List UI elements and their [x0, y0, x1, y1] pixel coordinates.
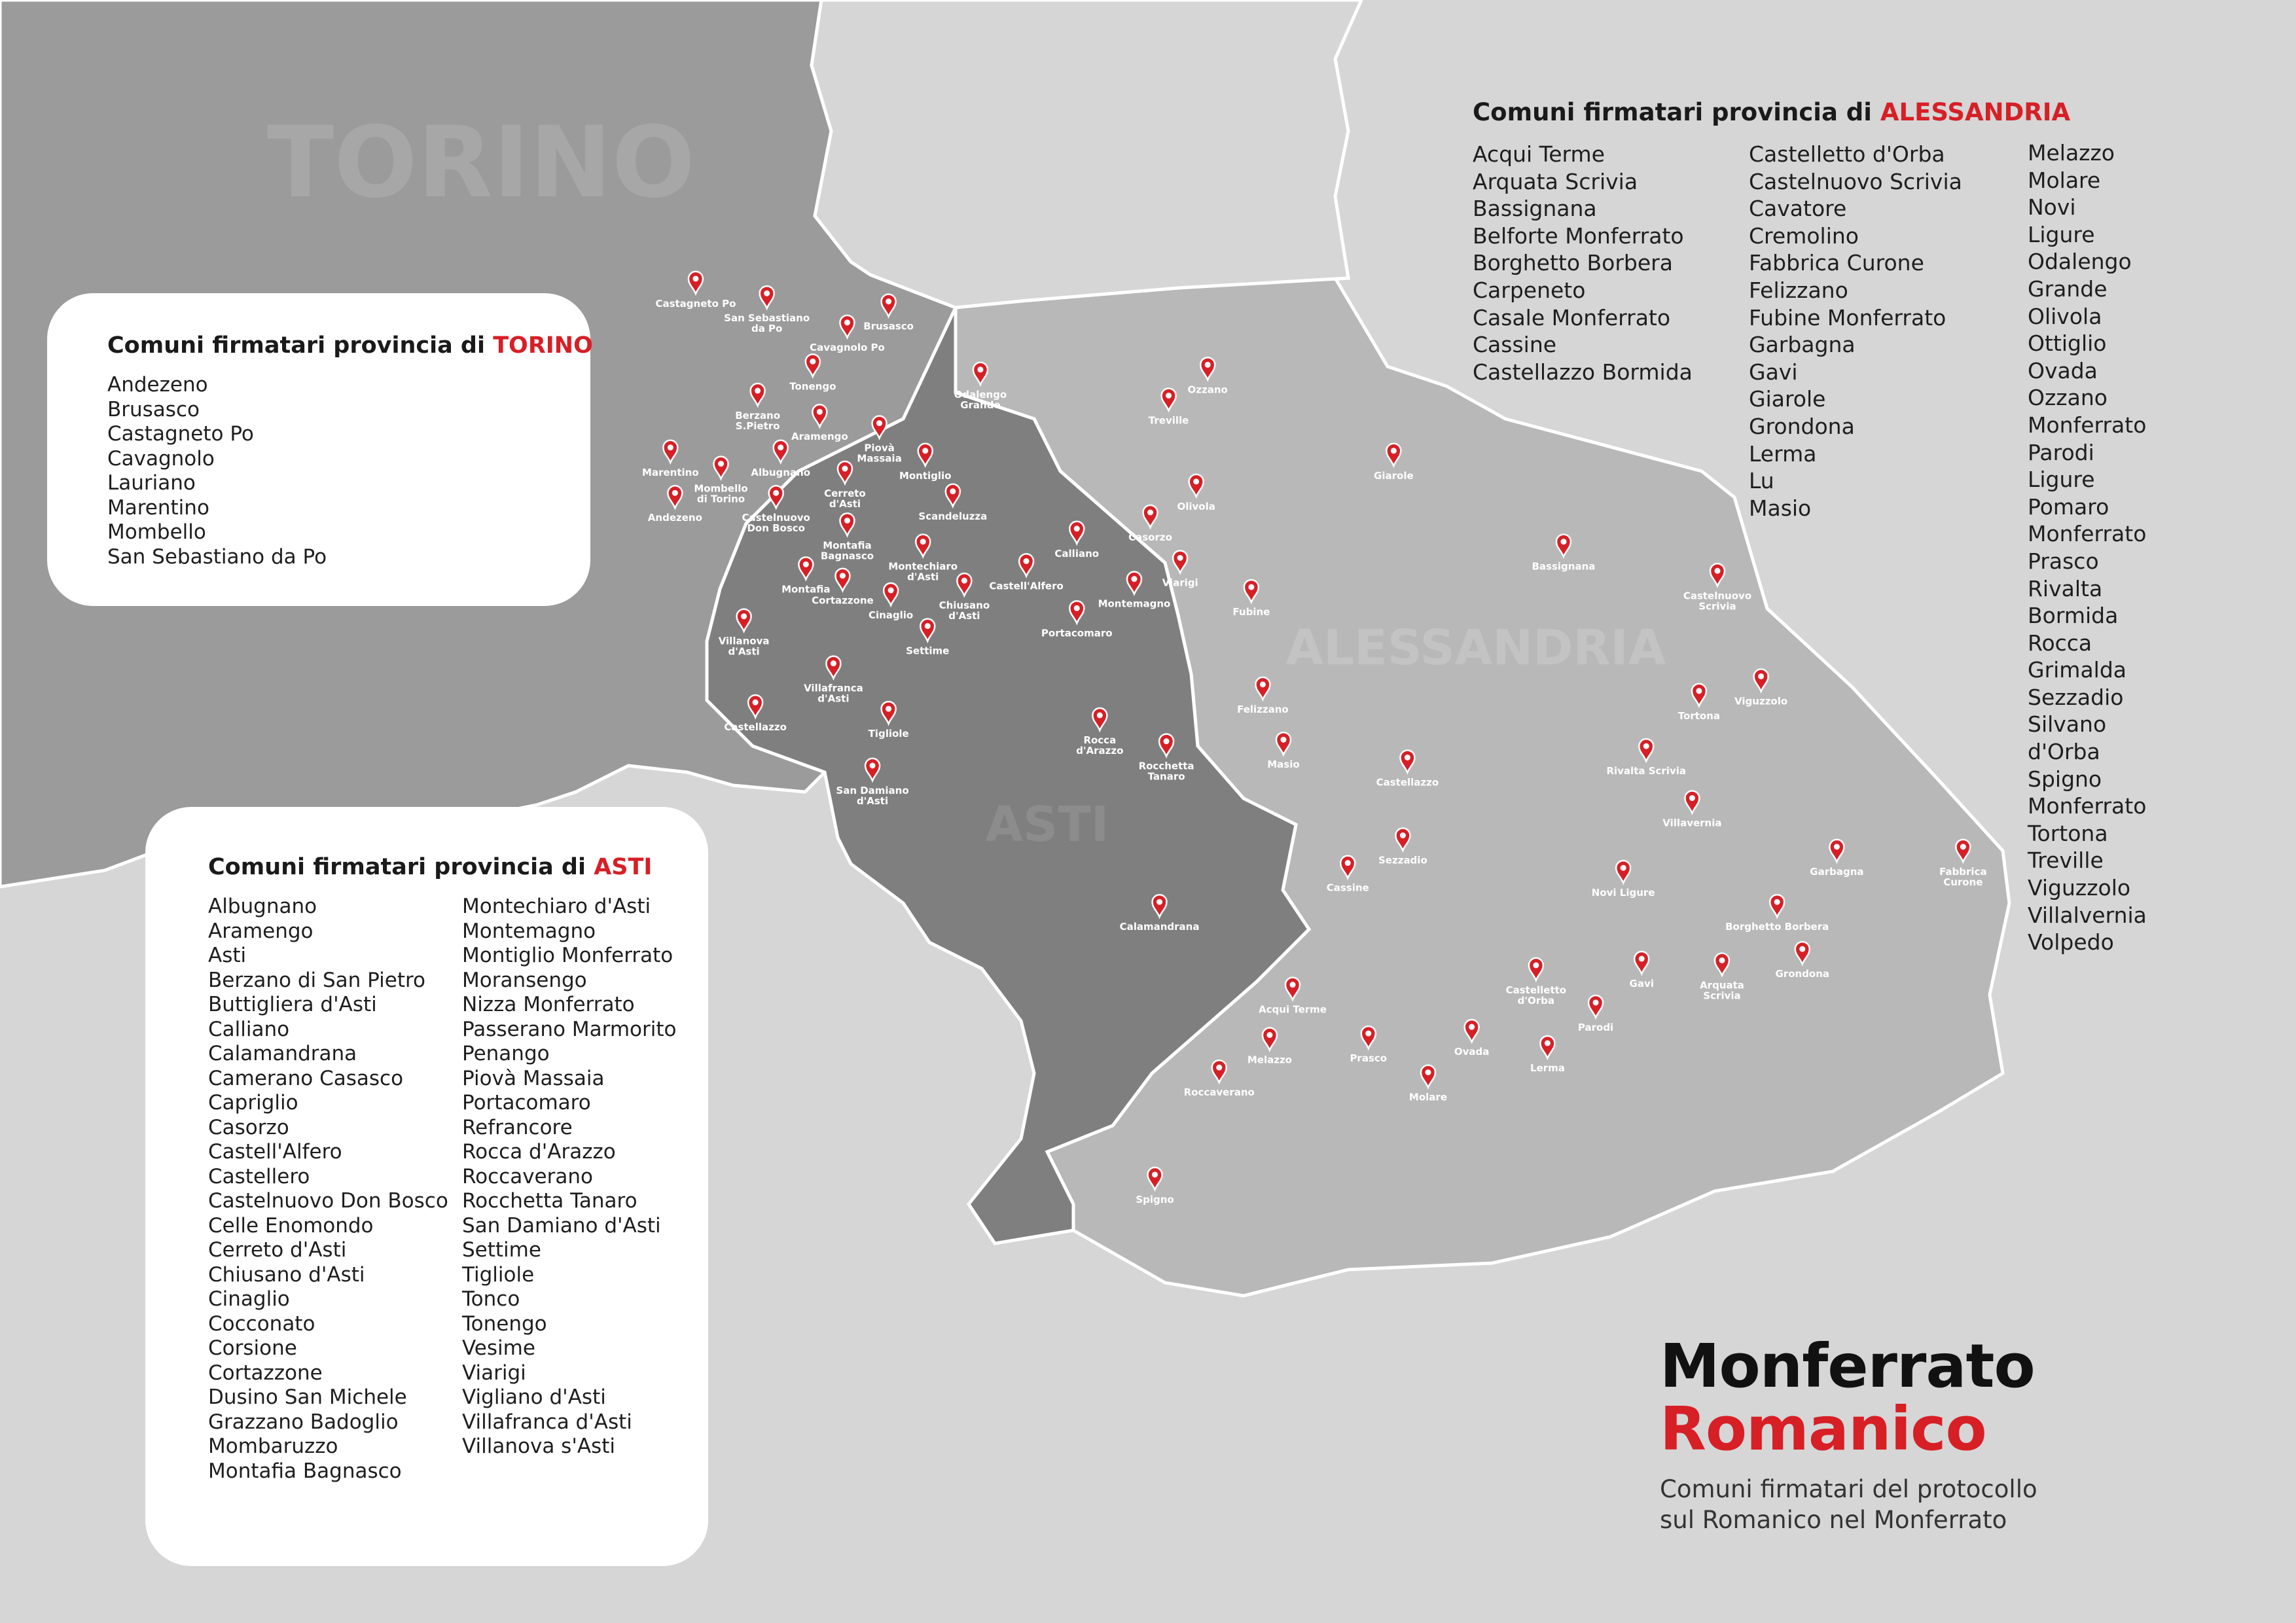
- map-pin-dot: [753, 700, 759, 705]
- asti-comune-item: Casorzo: [208, 1115, 289, 1139]
- asti-comune-item: Rocca d'Arazzo: [462, 1140, 616, 1164]
- map-pin-label: Villafranca: [804, 682, 863, 694]
- map-pin-label: Montechiaro: [888, 560, 958, 573]
- alessandria-comune-item: Rocca Grimalda: [2028, 630, 2127, 683]
- map-pin-dot: [741, 613, 747, 619]
- map-pin-label: Viguzzolo: [1734, 695, 1788, 707]
- map-pin-label: Giarole: [1374, 469, 1414, 482]
- map-pin-label: Rocca: [1083, 734, 1117, 746]
- asti-comune-item: Portacomaro: [462, 1091, 591, 1115]
- map-pin-label: Scrivia: [1703, 990, 1741, 1002]
- map-pin-dot: [1147, 510, 1153, 516]
- map-pin-label: Calamandrana: [1119, 921, 1200, 933]
- asti-card-title: [208, 854, 708, 880]
- map-pin-dot: [1621, 865, 1626, 871]
- map-pin-dot: [1280, 737, 1286, 743]
- map-pin-dot: [668, 444, 673, 450]
- map-pin-dot: [1643, 743, 1649, 749]
- map-pin-label: d'Asti: [817, 692, 850, 705]
- alessandria-comune-item: Novi Ligure: [2028, 194, 2095, 247]
- map-pin-dot: [1131, 576, 1137, 582]
- map-pin-label: Tortona: [1677, 709, 1721, 722]
- map-pin-dot: [922, 448, 928, 454]
- map-pin-dot: [755, 388, 761, 394]
- map-pin-dot: [1260, 681, 1266, 687]
- brand-subtitle: [1660, 1474, 2037, 1535]
- alessandria-comune-item: Volpedo: [2028, 929, 2114, 955]
- asti-comune-item: Vesime: [462, 1336, 535, 1360]
- map-pin-label: d'Asti: [907, 571, 939, 583]
- asti-comune-item: Villafranca d'Asti: [462, 1410, 632, 1434]
- asti-comune-item: Camerano Casasco: [208, 1066, 404, 1090]
- map-pin-label: Tonengo: [789, 380, 836, 393]
- asti-comune-item: Roccaverano: [462, 1164, 593, 1188]
- asti-comune-item: Montechiaro d'Asti: [462, 895, 651, 918]
- torino-comune-item: Cavagnolo: [107, 446, 215, 471]
- map-pin-dot: [1425, 1069, 1431, 1075]
- torino-comune-item: Castagneto Po: [107, 422, 254, 446]
- map-pin-label: Castelnuovo: [1683, 590, 1752, 602]
- asti-comune-item: Piovà Massaia: [462, 1066, 605, 1090]
- alessandria-comune-item: Castelnuovo Scrivia: [1749, 168, 1962, 194]
- asti-comune-item: Moransengo: [462, 968, 587, 992]
- asti-comune-item: Cerreto d'Asti: [208, 1238, 347, 1262]
- map-pin-label: Don Bosco: [747, 522, 805, 535]
- asti-comune-item: Cortazzone: [208, 1361, 323, 1385]
- map-pin-label: Piovà: [864, 442, 895, 454]
- alessandria-comune-item: Cassine: [1473, 332, 1557, 358]
- map-pin-label: Olivola: [1177, 500, 1215, 512]
- map-pin-label: Viarigi: [1162, 577, 1198, 589]
- map-pin-label: Aramengo: [791, 431, 848, 443]
- alessandria-comune-item: Spigno Monferrato: [2028, 766, 2147, 819]
- map-pin-label: Cinaglio: [868, 609, 914, 622]
- map-pin-dot: [844, 319, 850, 325]
- map-pin-dot: [1074, 526, 1080, 531]
- map-pin-dot: [1560, 539, 1566, 544]
- map-pin-label: Spigno: [1136, 1193, 1174, 1205]
- map-pin-dot: [692, 276, 698, 281]
- map-pin-label: Scrivia: [1698, 600, 1736, 613]
- alessandria-comune-item: Masio: [1749, 495, 1812, 521]
- map-pin-label: Rocchetta: [1138, 760, 1194, 772]
- map-pin-label: San Sebastiano: [724, 312, 810, 325]
- map-pin-label: Villanova: [718, 635, 770, 647]
- map-pin-label: d'Asti: [728, 645, 760, 658]
- map-pin-dot: [1193, 478, 1199, 484]
- asti-comune-item: Castelnuovo Don Bosco: [208, 1189, 448, 1213]
- map-pin-dot: [810, 359, 816, 365]
- alessandria-comune-item: Felizzano: [1749, 277, 1848, 303]
- map-pin-label: Prasco: [1350, 1052, 1388, 1065]
- map-pin-dot: [803, 562, 809, 567]
- torino-title-prefix: Comuni firmatari provincia di: [107, 332, 485, 359]
- map-pin-dot: [1400, 832, 1406, 838]
- alessandria-comune-item: Giarole: [1749, 386, 1826, 412]
- alessandria-comune-item: Castelletto d'Orba: [1749, 141, 1945, 167]
- map-pin-label: Montemagno: [1098, 597, 1171, 610]
- torino-list: [107, 373, 590, 569]
- asti-comune-item: Castell'Alfero: [208, 1140, 342, 1164]
- map-pin-dot: [886, 298, 891, 304]
- map-pin-label: Portacomaro: [1041, 627, 1113, 639]
- map-pin-label: Tanaro: [1147, 770, 1185, 783]
- map-pin-dot: [1719, 957, 1725, 963]
- map-pin-label: Novi Ligure: [1591, 887, 1655, 899]
- asti-comune-item: Mombaruzzo: [208, 1435, 338, 1458]
- asti-comune-item: Buttigliera d'Asti: [208, 993, 377, 1016]
- alessandria-comune-item: Parodi Ligure: [2028, 439, 2095, 493]
- map-pin-label: Odalengo: [954, 388, 1007, 401]
- map-pin-dot: [1545, 1040, 1551, 1046]
- map-pin-label: Cassine: [1326, 882, 1369, 894]
- map-pin-label: Ozzano: [1187, 383, 1228, 396]
- map-pin-label: da Po: [751, 323, 783, 335]
- map-pin-dot: [920, 539, 926, 544]
- map-pin-label: Grande: [960, 399, 1001, 411]
- alessandria-comune-item: Cremolino: [1749, 223, 1859, 249]
- map-pin-dot: [1758, 673, 1764, 679]
- map-pin-label: Roccaverano: [1183, 1086, 1255, 1099]
- map-pin-label: Parodi: [1577, 1021, 1614, 1033]
- torino-card-title: [107, 332, 593, 359]
- region-label-asti: ASTI: [985, 796, 1109, 853]
- asti-title-prefix: Comuni firmatari provincia di: [208, 854, 586, 880]
- alessandria-comune-item: Lerma: [1749, 440, 1817, 467]
- map-pin-label: d'Asti: [829, 498, 861, 510]
- map-pin-dot: [1164, 738, 1170, 744]
- map-pin-label: Scandeluzza: [918, 510, 988, 522]
- brand-subtitle-line1: Comuni firmatari del protocollo: [1660, 1475, 2037, 1503]
- map-pin-dot: [831, 660, 836, 666]
- map-pin-label: Arquata: [1700, 979, 1744, 991]
- map-pin-label: Villavernia: [1662, 817, 1722, 829]
- map-pin-dot: [1266, 1032, 1272, 1038]
- asti-comune-item: Viarigi: [462, 1361, 526, 1385]
- asti-title-province: ASTI: [594, 854, 653, 880]
- map-pin-label: di Torino: [696, 493, 745, 505]
- map-pin-label: Castell'Alfero: [989, 580, 1064, 592]
- map-pin-label: Bassignana: [1532, 560, 1596, 573]
- torino-comune-item: Brusasco: [107, 397, 200, 421]
- map-pin-dot: [1696, 688, 1702, 694]
- map-pin-dot: [1248, 584, 1254, 590]
- map-pin-label: Marentino: [642, 466, 699, 478]
- map-pin-dot: [672, 490, 678, 496]
- map-pin-dot: [1689, 795, 1695, 801]
- asti-comune-item: Berzano di San Pietro: [208, 968, 426, 992]
- map-pin-label: Melazzo: [1247, 1054, 1292, 1066]
- alessandria-comune-item: Prasco: [2028, 548, 2099, 574]
- map-pin-label: S.Pietro: [735, 420, 780, 432]
- map-pin-label: Castellazzo: [724, 721, 787, 734]
- map-pin-label: Borghetto Borbera: [1725, 921, 1829, 933]
- alessandria-comune-item: Lu: [1749, 468, 1774, 494]
- asti-comune-item: Montiglio Monferrato: [462, 944, 673, 967]
- alessandria-comune-item: Arquata Scrivia: [1473, 168, 1638, 194]
- map-pin-dot: [1166, 393, 1172, 399]
- asti-comune-item: Castellero: [208, 1164, 310, 1188]
- map-pin-dot: [1639, 956, 1645, 962]
- map-pin-dot: [764, 291, 770, 296]
- map-pin-dot: [1391, 448, 1397, 454]
- map-pin-label: Montafia: [823, 539, 872, 552]
- asti-comune-item: Tonengo: [462, 1311, 547, 1336]
- alessandria-comune-item: Ottiglio: [2028, 330, 2107, 357]
- map-pin-label: Bagnasco: [820, 550, 874, 562]
- alessandria-comune-item: Gavi: [1749, 359, 1798, 385]
- map-pin-dot: [778, 444, 783, 450]
- map-pin-label: Felizzano: [1237, 703, 1289, 715]
- alessandria-list-col2: [1749, 141, 1962, 522]
- alessandria-title-province: ALESSANDRIA: [1880, 98, 2071, 126]
- alessandria-comune-item: Pomaro Monferrato: [2028, 493, 2147, 547]
- map-pin-dot: [876, 420, 882, 426]
- alessandria-comune-item: Treville: [2028, 847, 2104, 874]
- asti-list-col2: [462, 895, 676, 1459]
- alessandria-list-col3: [2028, 139, 2147, 956]
- map-pin-dot: [842, 466, 848, 472]
- asti-comune-item: Corsione: [208, 1336, 297, 1360]
- alessandria-comune-item: Ozzano Monferrato: [2028, 385, 2147, 438]
- map-pin-label: Montiglio: [899, 469, 952, 482]
- asti-comune-item: Passerano Marmorito: [462, 1017, 677, 1041]
- map-pin-dot: [840, 573, 846, 579]
- map-pin-label: Massaia: [857, 452, 902, 465]
- alessandria-comune-item: Acqui Terme: [1473, 141, 1605, 167]
- map-pin-dot: [1290, 982, 1296, 988]
- map-pin-dot: [817, 409, 823, 415]
- alessandria-card-title: [1473, 98, 2070, 126]
- map-pin-label: Treville: [1148, 414, 1189, 427]
- map-pin-label: Rivalta Scrivia: [1606, 765, 1687, 777]
- brand-block: [1660, 1331, 2037, 1535]
- asti-comune-item: Celle Enomondo: [208, 1213, 374, 1238]
- alessandria-list-col1: [1473, 141, 1693, 385]
- map-pin-label: Lerma: [1530, 1061, 1565, 1074]
- asti-comune-item: Aramengo: [208, 919, 314, 943]
- torino-comune-item: Mombello: [107, 520, 206, 544]
- map-pin-dot: [1024, 558, 1030, 564]
- asti-comune-item: Nizza Monferrato: [462, 993, 635, 1016]
- map-pin-label: Molare: [1408, 1091, 1448, 1103]
- map-pin-label: Acqui Terme: [1259, 1003, 1327, 1016]
- brand-title-line1: Monferrato: [1660, 1331, 2035, 1401]
- map-pin-dot: [1365, 1031, 1371, 1037]
- alessandria-comune-item: Silvano d'Orba: [2028, 711, 2107, 765]
- alessandria-comune-item: Olivola: [2028, 303, 2102, 329]
- map-pin-dot: [1097, 713, 1103, 719]
- asti-comune-item: Asti: [208, 944, 247, 967]
- map-pin-dot: [870, 762, 876, 768]
- asti-comune-item: Vigliano d'Asti: [462, 1385, 606, 1409]
- alessandria-title-prefix: Comuni firmatari provincia di: [1473, 98, 1872, 126]
- asti-comune-item: Montemagno: [462, 919, 596, 943]
- asti-comune-item: Calliano: [208, 1017, 290, 1041]
- alessandria-comune-item: Villalvernia: [2028, 902, 2147, 928]
- map-pin-dot: [886, 706, 891, 712]
- asti-list-col1: [208, 895, 448, 1484]
- map-pin-dot: [1593, 999, 1599, 1005]
- torino-comune-item: Lauriano: [107, 471, 196, 495]
- map-pin-label: Grondona: [1775, 968, 1830, 980]
- asti-comune-item: Tigliole: [462, 1262, 535, 1287]
- region-label-torino: TORINO: [266, 106, 696, 220]
- asti-comune-item: San Damiano d'Asti: [462, 1213, 661, 1238]
- map-pin-label: Calliano: [1054, 547, 1100, 560]
- alessandria-comune-item: Belforte Monferrato: [1473, 223, 1684, 249]
- map-pin-dot: [1533, 962, 1539, 968]
- asti-comune-item: Cocconato: [208, 1311, 315, 1336]
- map-pin-label: Settime: [906, 645, 950, 657]
- asti-comune-item: Chiusano d'Asti: [208, 1262, 365, 1287]
- asti-comune-item: Settime: [462, 1238, 541, 1262]
- alessandria-comune-item: Odalengo Grande: [2028, 249, 2132, 302]
- map-pin-label: Brusasco: [863, 320, 914, 332]
- alessandria-comune-item: Rivalta Bormida: [2028, 575, 2119, 629]
- map-pin-dot: [1799, 946, 1805, 952]
- map-pin-label: Casorzo: [1128, 531, 1172, 543]
- map-pin-dot: [1074, 605, 1080, 611]
- map-pin-label: Castelnuovo: [742, 512, 810, 524]
- alessandria-comune-item: Ovada: [2028, 357, 2098, 383]
- torino-comune-item: Andezeno: [107, 373, 208, 397]
- map-pin-dot: [1714, 568, 1720, 574]
- map-pin-label: Andezeno: [647, 512, 702, 524]
- map-pin-label: Montafia: [781, 583, 831, 596]
- asti-comune-item: Grazzano Badoglio: [208, 1410, 399, 1434]
- asti-comune-item: Capriglio: [208, 1091, 298, 1115]
- alessandria-comune-item: Melazzo: [2028, 140, 2115, 166]
- map-pin-label: Curone: [1943, 876, 1983, 888]
- map-pin-label: Castagneto Po: [655, 297, 736, 310]
- map-pin-label: Castellazzo: [1376, 776, 1439, 789]
- map-pin-dot: [1216, 1065, 1222, 1071]
- map-pin-dot: [1469, 1024, 1475, 1030]
- brand-subtitle-line2: sul Romanico nel Monferrato: [1660, 1506, 2007, 1534]
- map-pin-dot: [977, 366, 983, 372]
- map-pin-dot: [718, 461, 724, 467]
- map-pin-label: Gavi: [1629, 978, 1654, 990]
- map-pin-label: Sezzadio: [1378, 854, 1427, 866]
- alessandria-comune-item: Sezzadio: [2028, 684, 2124, 710]
- map-pin-label: d'Arazzo: [1076, 745, 1124, 757]
- alessandria-comune-item: Grondona: [1749, 413, 1855, 439]
- alessandria-comune-item: Fabbrica Curone: [1749, 250, 1924, 276]
- map-pin-dot: [1405, 755, 1410, 760]
- map-pin-label: Garbagna: [1810, 865, 1864, 878]
- region-label-alessandria: ALESSANDRIA: [1285, 620, 1666, 676]
- alessandria-comune-item: Castellazzo Bormida: [1473, 359, 1693, 385]
- alessandria-comune-item: Fubine Monferrato: [1749, 304, 1946, 330]
- alessandria-comune-item: Tortona: [2028, 820, 2108, 846]
- map-pin-dot: [1960, 844, 1966, 849]
- map-pin-label: Chiusano: [939, 599, 990, 612]
- asti-comune-item: Calamandrana: [208, 1042, 357, 1065]
- alessandria-comune-item: Bassignana: [1473, 196, 1597, 222]
- map-pin-dot: [950, 488, 956, 494]
- torino-comune-item: Marentino: [107, 495, 209, 520]
- map-pin-label: d'Asti: [856, 794, 889, 807]
- map-pin-label: d'Orba: [1517, 994, 1555, 1007]
- asti-comune-item: Rocchetta Tanaro: [462, 1189, 637, 1213]
- map-pin-label: Cerreto: [824, 488, 866, 500]
- map-pin-label: Ovada: [1454, 1046, 1490, 1058]
- torino-title-province: TORINO: [493, 332, 593, 359]
- map-pin-label: Cortazzone: [812, 594, 874, 607]
- map-pin-dot: [1157, 899, 1162, 905]
- torino-comune-item: San Sebastiano da Po: [107, 544, 327, 569]
- alessandria-comune-item: Carpeneto: [1473, 277, 1586, 303]
- map-pin-dot: [1205, 362, 1211, 368]
- map-pin-label: Albugnano: [751, 466, 811, 478]
- map-pin-label: Fubine: [1232, 606, 1270, 618]
- north-territory: [812, 0, 1361, 308]
- map-pin-dot: [961, 578, 967, 584]
- map-pin-dot: [925, 623, 931, 629]
- map-pin-dot: [1177, 555, 1183, 561]
- asti-comune-item: Montafia Bagnasco: [208, 1459, 402, 1483]
- asti-comune-item: Penango: [462, 1042, 550, 1065]
- map-pin-dot: [1152, 1171, 1158, 1177]
- map-pin-label: Tigliole: [868, 728, 909, 740]
- map-pin-label: Masio: [1267, 758, 1300, 771]
- asti-card: [145, 807, 708, 1566]
- asti-comune-item: Villanova s'Asti: [462, 1435, 615, 1458]
- map-pin-label: Berzano: [735, 410, 781, 421]
- brand-title-line2: Romanico: [1660, 1394, 1986, 1464]
- map-pin-label: Cavagnolo Po: [810, 341, 885, 353]
- alessandria-comune-item: Borghetto Borbera: [1473, 250, 1673, 276]
- map-pin-dot: [844, 518, 850, 524]
- asti-comune-item: Refrancore: [462, 1115, 573, 1139]
- map-pin-label: Castelletto: [1505, 984, 1567, 996]
- map-pin-dot: [1345, 860, 1351, 866]
- alessandria-comune-item: Casale Monferrato: [1473, 304, 1671, 330]
- map-pin-dot: [888, 588, 894, 594]
- map-pin-label: Fabbrica: [1939, 865, 1987, 878]
- map-pin-label: Mombello: [694, 482, 748, 495]
- map-pin-label: San Damiano: [836, 784, 909, 796]
- asti-comune-item: Albugnano: [208, 895, 317, 918]
- torino-card: [47, 293, 593, 606]
- alessandria-comune-item: Garbagna: [1749, 332, 1856, 358]
- map-pin-dot: [1834, 844, 1840, 849]
- alessandria-comune-item: Cavatore: [1749, 196, 1847, 222]
- map-pin-label: d'Asti: [948, 610, 980, 622]
- alessandria-comune-item: Molare: [2028, 167, 2101, 193]
- asti-comune-item: Tonco: [462, 1287, 520, 1311]
- asti-comune-item: Dusino San Michele: [208, 1385, 407, 1409]
- asti-comune-item: Cinaglio: [208, 1287, 290, 1311]
- alessandria-comune-item: Viguzzolo: [2028, 875, 2131, 901]
- map-pin-dot: [1774, 899, 1780, 905]
- map-pin-dot: [773, 490, 779, 496]
